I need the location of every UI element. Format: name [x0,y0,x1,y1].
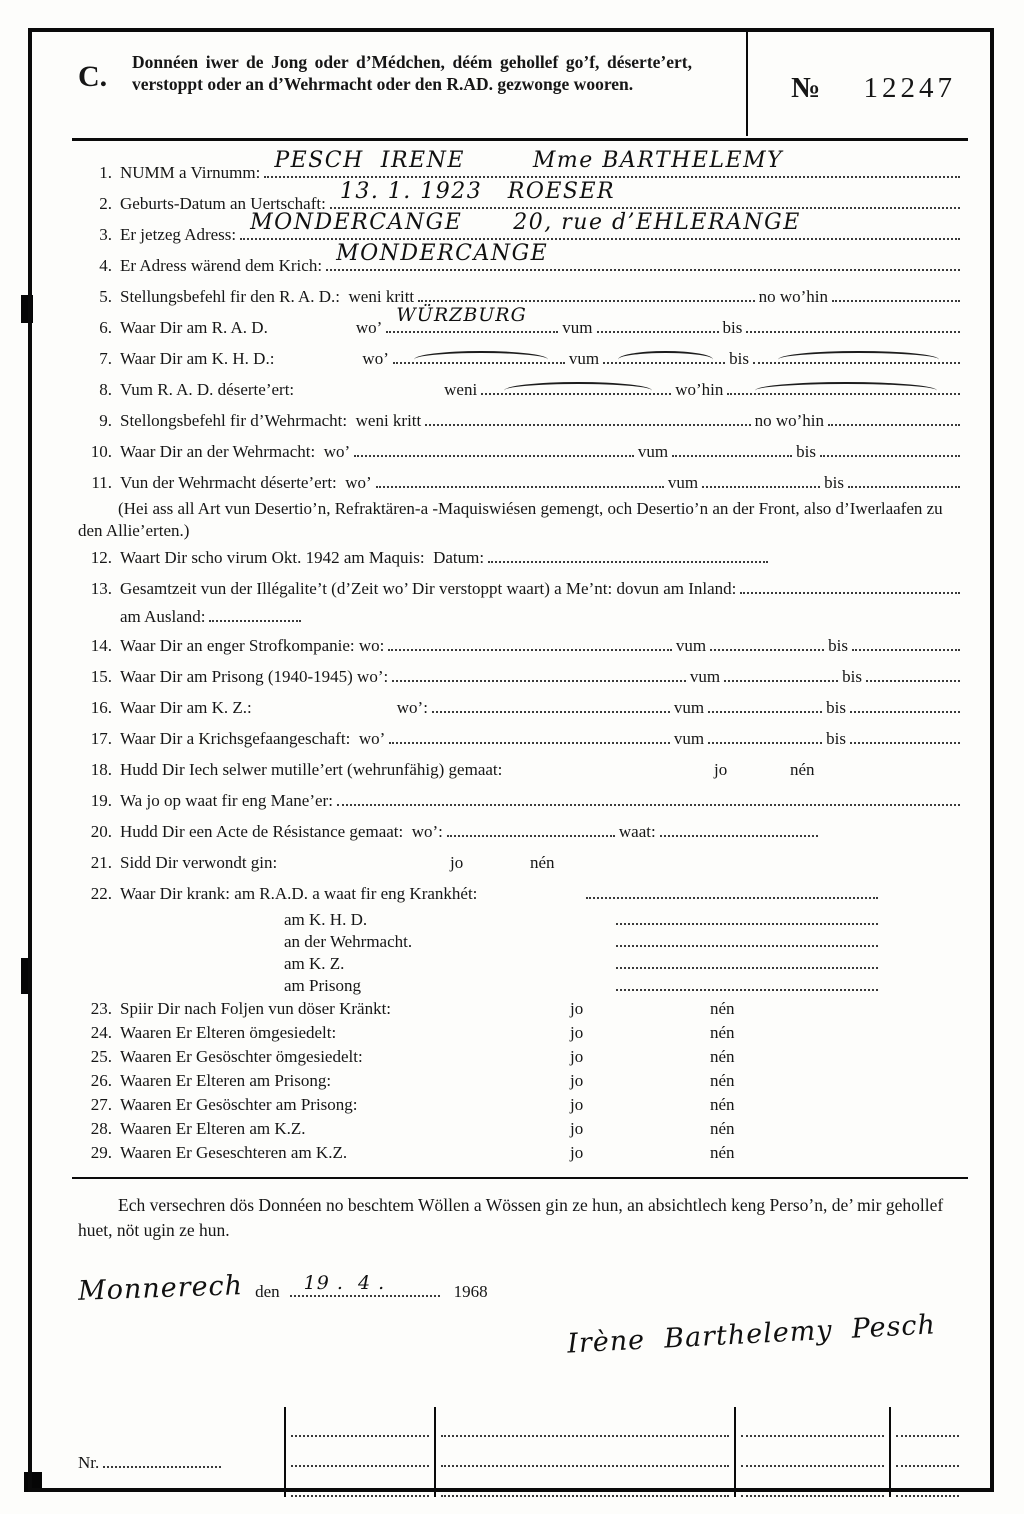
row-number: 15. [90,667,112,686]
field-label: Waar Dir am K. H. D.: [120,349,275,368]
form-row-26 [78,1069,964,1093]
field-label: weni [444,380,478,399]
form-row-11 [78,467,964,498]
field-label: Stellongsbefehl fir d’Wehrmacht: weni kritt [120,411,422,430]
dotted-line [392,668,686,682]
dotted-line [820,443,960,457]
field-label: wo’: [396,698,428,717]
field-label: Geburts-Datum an Uertschaft: [120,194,326,213]
field-label: vum [637,442,669,461]
row-number: 12. [90,548,112,567]
field-label: Hudd Dir Iech selwer mutille’ert (wehrunfähig) gemaat: [120,760,503,779]
field-label: Vum R. A. D. déserte’ert: [120,380,295,399]
field-label: bis [824,473,844,492]
field-label: Er Adress wärend dem Krich: [120,256,323,275]
dotted-line [388,637,672,651]
dotted-line [425,412,750,426]
form-row [78,953,964,975]
row-number: 16. [90,698,112,717]
field-label: Waaren Er Geseschteren am K.Z. [120,1143,348,1162]
row-number: 21. [90,853,112,872]
row-number: 17. [90,729,112,748]
nr-field [78,1407,284,1497]
form-row-4 [78,241,964,281]
field-label: no wo’hin [758,287,828,306]
dotted-line [850,730,960,744]
section-letter: C. [78,60,108,93]
dotted-line [850,699,960,713]
handwritten-entry: WÜRZBURG [396,304,527,326]
row-number: 14. [90,636,112,655]
jo-label: jo [570,999,584,1018]
dotted-line [337,792,960,806]
field-label: bis [826,698,846,717]
row-number: 9. [99,411,112,430]
field-label: Waaren Er Gesöschter ömgesiedelt: [120,1047,363,1066]
serial-number-block [791,72,956,105]
form-row-7 [78,343,964,374]
handwritten-stroke [755,382,936,391]
handwritten-stroke [414,351,548,360]
dotted-line [727,381,960,395]
nen-label: nén [710,999,735,1018]
field-label: Waar Dir an enger Strofkompanie: wo: [120,636,385,655]
footer-table-column [889,1407,964,1497]
signature-block [78,1309,964,1367]
field-label: bis [796,442,816,461]
footer-table-cell [291,1437,429,1467]
form-row-9 [78,405,964,436]
nen-label: nén [790,760,815,779]
header-divider [746,32,748,136]
row-number: 26. [90,1071,112,1090]
form-row-13 [78,573,964,604]
declaration-text: Ech versechren dös Donnéen no beschtem Wöllen a Wössen gin ze hun, an absichtlech keng Perso’n, de’ mir gehollef huet, nöt ugin ze hun. [78,1195,944,1240]
field-label: Er jetzeg Adress: [120,225,237,244]
dotted-line [828,412,960,426]
field-label: wo’ [362,349,389,368]
handwritten-entry: MONDERCANGE 20, rue d’EHLERANGE [250,210,801,235]
footer-table-column [434,1407,734,1497]
dotted-line [866,668,960,682]
nen-label: nén [530,853,555,872]
dotted-line [740,580,960,594]
field-label: am K. Z. [284,954,345,973]
dotted-line [447,823,615,837]
form-row-14 [78,630,964,661]
nr-dotted-line [103,1456,221,1468]
year-label: 1968 [453,1282,488,1301]
date-dotted-line [290,1272,440,1297]
row-number: 5. [99,287,112,306]
field-label: Waar Dir an der Wehrmacht: wo’ [120,442,351,461]
row-number: 20. [90,822,112,841]
handwritten-entry: MONDERCANGE [336,241,549,266]
dotted-line [616,911,878,925]
form-row [78,604,964,630]
footer-table-cell [441,1407,729,1437]
dotted-line [672,443,792,457]
handwritten-stroke [504,382,652,391]
form-row-20 [78,816,964,847]
dotted-line [708,699,822,713]
field-label: bis [729,349,749,368]
row-number: 19. [90,791,112,810]
field-label: bis [842,667,862,686]
field-label: vum [562,318,593,337]
dotted-line [481,381,671,395]
dotted-line [586,885,878,899]
form-row-8 [78,374,964,405]
jo-label: jo [570,1143,584,1162]
footer-table-cell [896,1407,959,1437]
form-rows [78,148,964,1165]
nen-label: nén [710,1095,735,1114]
form-row-18 [78,754,964,785]
dotted-line [326,241,960,271]
field-label: Waar Dir krank: am R.A.D. a waat fir eng Krankhét: [120,884,478,903]
dotted-line [702,474,820,488]
field-note: (Hei ass all Art vun Desertio’n, Refraktären-a -Maquiswiésen gemengt, och Desertio’n an der Front, also d’Iwerlaafen zu den Allie’erten.) [78,499,943,540]
form-row-6 [78,304,964,343]
dotted-line [724,668,838,682]
field-label: bis [828,636,848,655]
field-label: am Prisong [284,976,361,995]
form-row [78,909,964,931]
field-label: vum [667,473,699,492]
header-paragraph: Donnéen iwer de Jong oder d’Médchen, déém gehollef go’f, déserte’ert, verstoppt oder an d’Wehrmacht oder den R.AD. gezwonge wooren. [132,52,692,94]
field-label: Sidd Dir verwondt gin: [120,853,278,872]
jo-label: jo [450,853,464,872]
form-row-22 [78,878,964,909]
field-label: wo’ [355,318,383,337]
field-label: Waaren Er Elteren am K.Z. [120,1119,306,1138]
form-frame [28,28,994,1492]
footer-table-cell [291,1467,429,1497]
field-label: Vun der Wehrmacht déserte’ert: wo’ [120,473,372,492]
footer-table-cell [741,1437,884,1467]
nen-label: nén [710,1047,735,1066]
jo-label: jo [570,1119,584,1138]
form-row-17 [78,723,964,754]
row-number: 2. [99,194,112,213]
footer-rule [72,1177,968,1179]
nen-label: nén [710,1143,735,1162]
dotted-line [597,319,719,333]
field-label: vum [673,729,705,748]
signature-handwritten: Irène Barthelemy Pesch [566,1309,937,1360]
dotted-line [616,955,878,969]
row-number: 25. [90,1047,112,1066]
field-label: Wa jo op waat fir eng Mane’er: [120,791,333,810]
form-row-23 [78,997,964,1021]
den-label: den [255,1282,280,1301]
row-number: 23. [90,999,112,1018]
row-number: 10. [90,442,112,461]
form-row-29 [78,1141,964,1165]
row-number: 29. [90,1143,112,1162]
header-rule [72,138,968,141]
footer-table-cell [441,1467,729,1497]
jo-label: jo [570,1095,584,1114]
form-row-15 [78,661,964,692]
footer-table-cell [741,1407,884,1437]
jo-label: jo [570,1047,584,1066]
field-label: Stellungsbefehl fir den R. A. D.: weni kritt [120,287,415,306]
field-label: Waaren Er Elteren ömgesiedelt: [120,1023,337,1042]
footer-table [284,1407,964,1497]
field-label: an der Wehrmacht. [284,932,413,951]
field-label: vum [568,349,600,368]
field-label: Waar Dir am R. A. D. [120,318,268,337]
dotted-line [376,474,664,488]
dotted-line [389,730,670,744]
dotted-line [660,823,818,837]
dotted-line [603,350,725,364]
field-label: Waar Dir a Krichsgefaangeschaft: wo’ [120,729,386,748]
field-label: wo’hin [675,380,724,399]
dotted-line [354,443,634,457]
form-row-24 [78,1021,964,1045]
form-row-19 [78,785,964,816]
field-label: Waart Dir scho virum Okt. 1942 am Maquis: Datum: [120,548,485,567]
place-handwritten: Monnerech [77,1270,244,1307]
handwritten-stroke [778,351,940,360]
row-number: 11. [91,473,112,492]
field-label: am K. H. D. [284,910,368,929]
form-row-27 [78,1093,964,1117]
field-label: bis [722,318,743,337]
form-row-21 [78,847,964,878]
dotted-line [710,637,824,651]
date-handwritten: 19 . 4 . [303,1272,386,1294]
field-label: vum [675,636,707,655]
serial-number: 12247 [863,72,956,104]
jo-label: jo [570,1071,584,1090]
dotted-line [209,608,301,622]
dotted-line [393,350,565,364]
footer-table-column [284,1407,434,1497]
footer-section [78,1407,964,1497]
row-number: 27. [90,1095,112,1114]
numero-sign: № [791,72,821,104]
row-number: 7. [99,349,112,368]
dotted-line [753,350,960,364]
dotted-line [708,730,822,744]
row-number: 24. [90,1023,112,1042]
field-label: NUMM a Virnumm: [120,163,261,182]
dotted-line [616,977,878,991]
form-header [78,42,964,138]
form-row [78,931,964,953]
form-row-10 [78,436,964,467]
field-label: vum [689,667,721,686]
jo-label: jo [570,1023,584,1042]
form-row-16 [78,692,964,723]
field-label: Waaren Er Gesöschter am Prisong: [120,1095,358,1114]
form-row-25 [78,1045,964,1069]
row-number: 1. [99,163,112,182]
field-label: am Ausland: [120,607,206,626]
jo-label: jo [714,760,728,779]
nen-label: nén [710,1071,735,1090]
row-number: 22. [90,884,112,903]
handwritten-entry: PESCH IRENE Mme BARTHELEMY [274,148,784,173]
dotted-line [386,304,558,333]
footer-table-cell [896,1467,959,1497]
form-row [78,975,964,997]
field-label: no wo’hin [754,411,824,430]
dotted-line [488,549,768,563]
footer-table-cell [441,1437,729,1467]
field-label: Waar Dir am K. Z.: [120,698,252,717]
row-number: 3. [99,225,112,244]
dotted-line [852,637,960,651]
field-label: waat: [618,822,656,841]
nen-label: nén [710,1023,735,1042]
row-number: 8. [99,380,112,399]
nen-label: nén [710,1119,735,1138]
field-label: Waaren Er Elteren am Prisong: [120,1071,332,1090]
field-label: bis [826,729,846,748]
form-row-12 [78,542,964,573]
dotted-line [616,933,878,947]
row-number: 6. [99,318,112,337]
row-number: 28. [90,1119,112,1138]
footer-table-cell [896,1437,959,1467]
field-label: Spiir Dir nach Foljen vun döser Kränkt: [120,999,392,1018]
footer-table-cell [741,1467,884,1497]
dotted-line [746,319,960,333]
row-number: 13. [90,579,112,598]
field-label: Waar Dir am Prisong (1940-1945) wo’: [120,667,389,686]
form-row-28 [78,1117,964,1141]
footer-table-cell [291,1407,429,1437]
date-line [77,1270,964,1319]
row-number: 18. [90,760,112,779]
field-label: Hudd Dir een Acte de Résistance gemaat: wo’: [120,822,443,841]
field-label: Gesamtzeit vun der Illégalite’t (d’Zeit wo’ Dir verstoppt waart) a Me’nt: dovun am Inland: [120,579,737,598]
nr-label: Nr. [78,1453,100,1472]
dotted-line [432,699,670,713]
field-label: vum [673,698,705,717]
dotted-line [832,288,960,302]
row-number: 4. [99,256,112,275]
footer-table-column [734,1407,889,1497]
handwritten-stroke [618,351,713,360]
handwritten-entry: 13. 1. 1923 ROESER [339,179,616,204]
dotted-line [848,474,960,488]
